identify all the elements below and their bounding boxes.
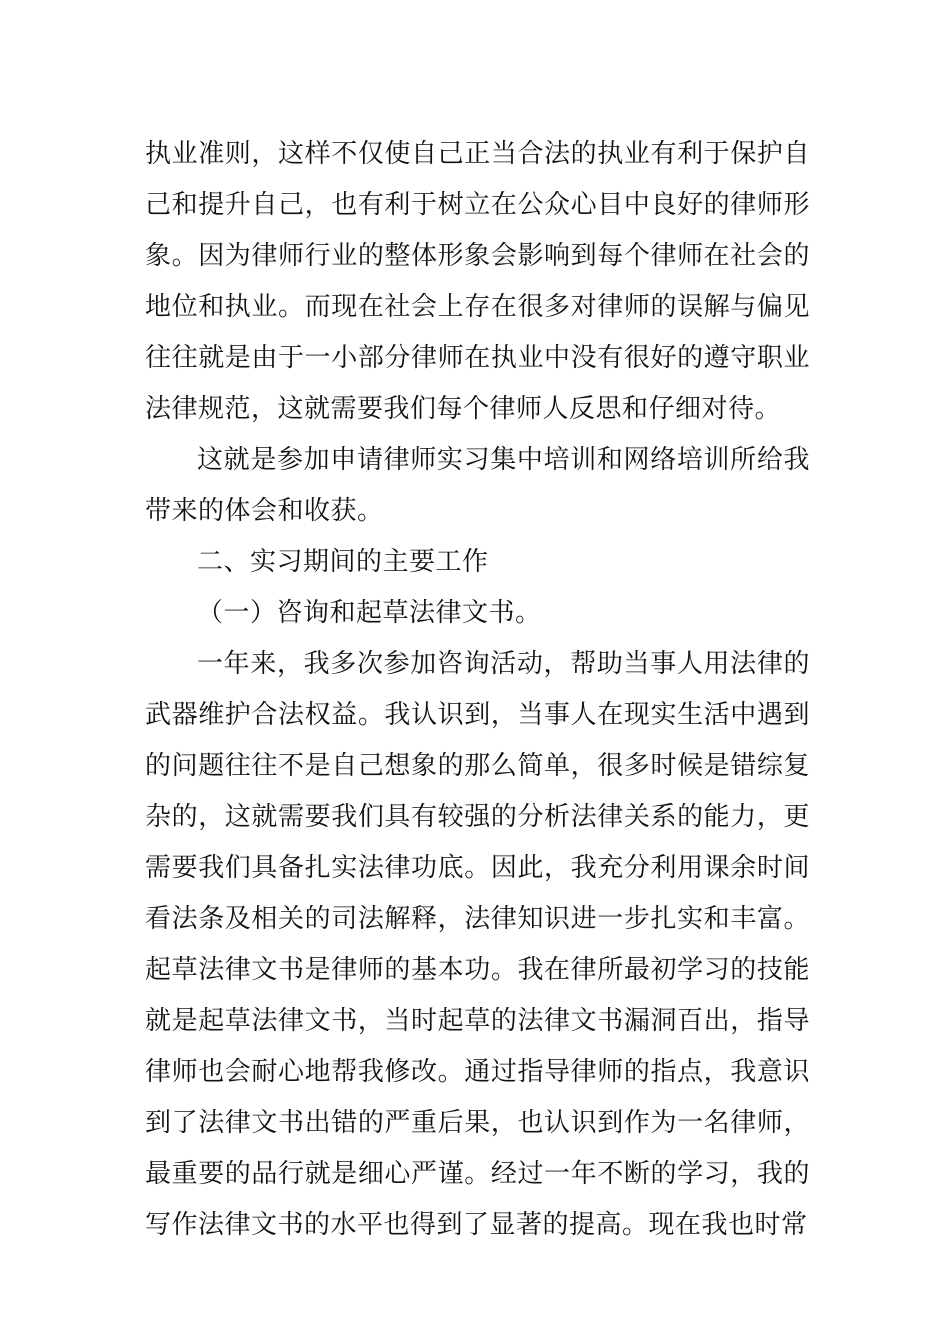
subsection-heading: （一）咨询和起草法律文书。 bbox=[197, 598, 542, 628]
paragraph-consulting-drafting: 一年来，我多次参加咨询活动，帮助当事人用法律的武器维护合法权益。我认识到，当事人在现实生活中遇到的问题往往不是自己想象的那么简单，很多时候是错综复杂的，这就需要我们具有较强的分析法律关系的能力，更需要我们具备扎实法律功底。因此，我充分利用课余时间看法条及相关的司法解释，法律知识进一步扎实和丰富。起草法律文书是律师的基本功。我在律所最初学习的技能就是起草法律文书，当时起草的法律文书漏洞百出，指导律师也会耐心地帮我修改。通过指导律师的指点，我意识到了法律文书出错的严重后果，也认识到作为一名律师，最重要的品行就是细心严谨。经过一年不断的学习，我的写作法律文书的水平也得到了显著的提高。现在我也时常 bbox=[145, 649, 810, 1240]
section-heading: 二、实习期间的主要工作 bbox=[197, 547, 489, 577]
document-body bbox=[145, 129, 810, 1251]
paragraph-continuation: 执业准则，这样不仅使自己正当合法的执业有利于保护自己和提升自己，也有利于树立在公众心目中良好的律师形象。因为律师行业的整体形象会影响到每个律师在社会的地位和执业。而现在社会上存在很多对律师的误解与偏见往往就是由于一小部分律师在执业中没有很好的遵守职业法律规范，这就需要我们每个律师人反思和仔细对待。 bbox=[145, 139, 810, 424]
paragraph-summary: 这就是参加申请律师实习集中培训和网络培训所给我带来的体会和收获。 bbox=[145, 445, 810, 526]
